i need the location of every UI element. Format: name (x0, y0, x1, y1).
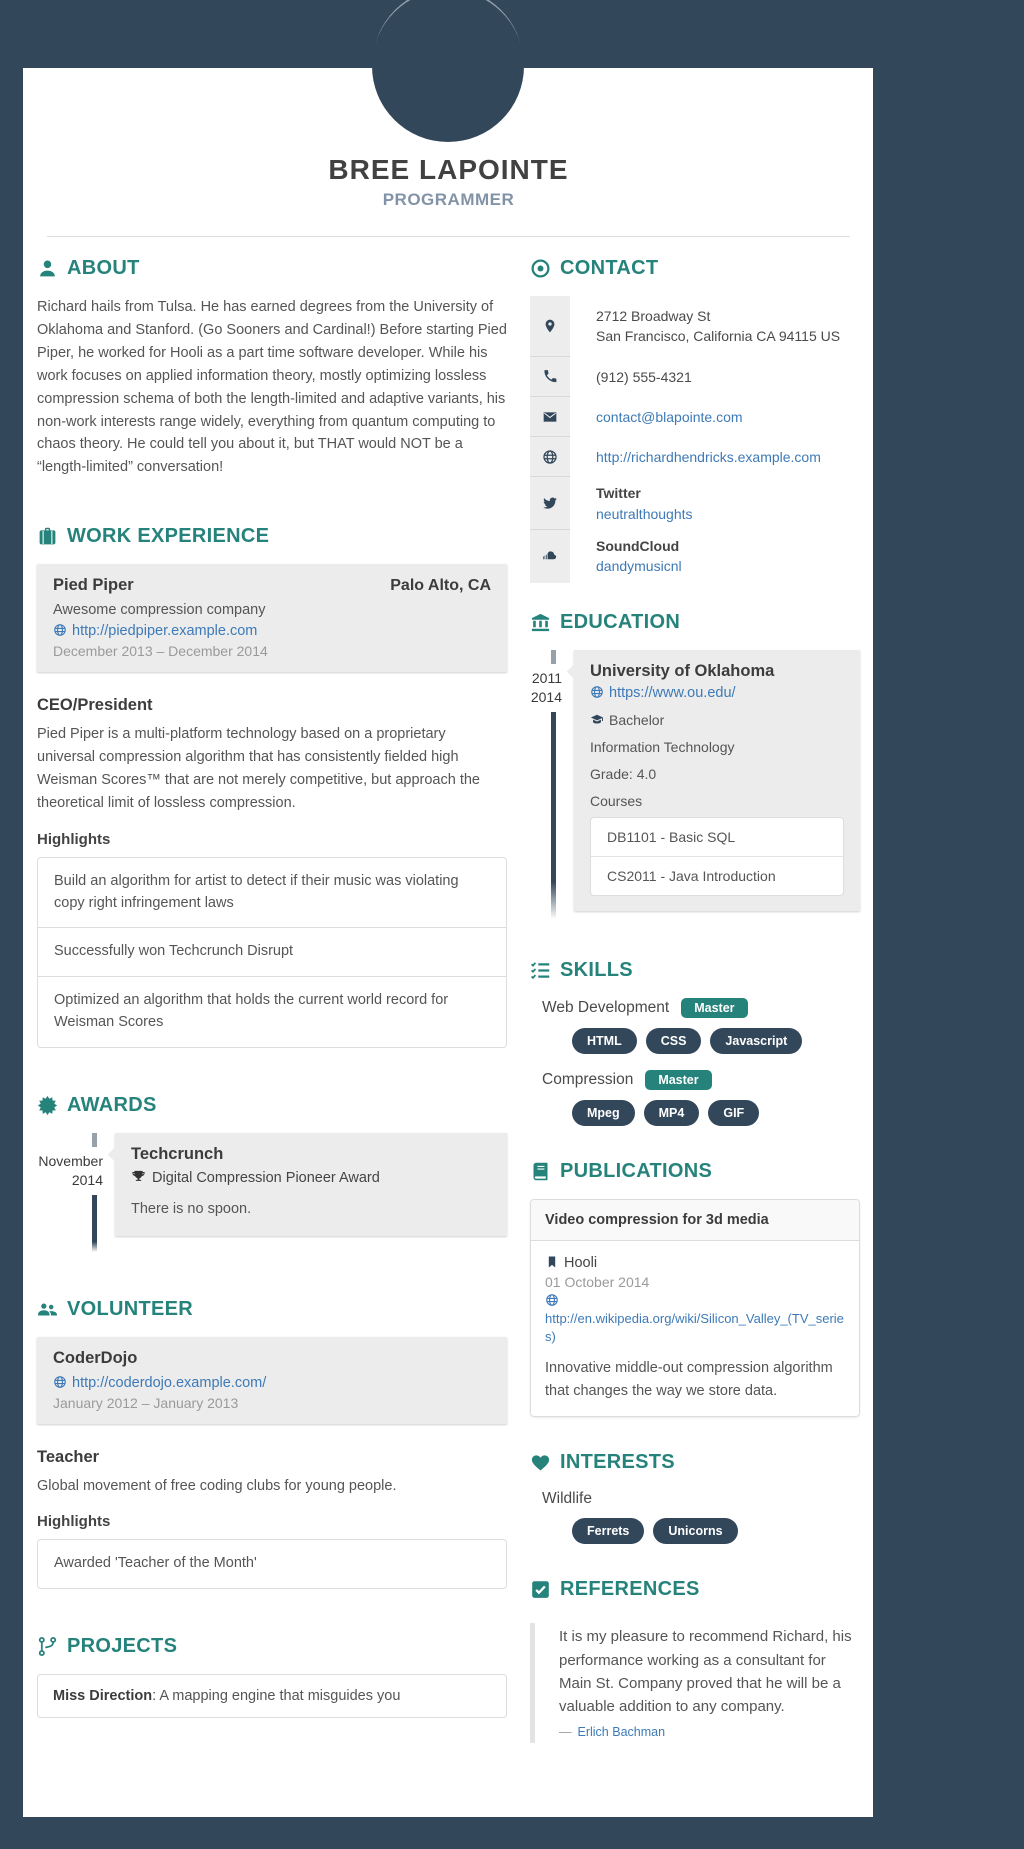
reference-author-link[interactable]: Erlich Bachman (577, 1725, 666, 1740)
work-highlights-label: Highlights (37, 830, 111, 848)
company-location: Palo Alto, CA (390, 577, 491, 595)
globe-icon (542, 449, 558, 465)
book-icon (530, 1161, 551, 1182)
contact-row-address (530, 296, 860, 357)
section-awards (37, 1094, 507, 1252)
about-heading: ABOUT (67, 257, 140, 279)
volunteer-dates: January 2012 – January 2013 (53, 1394, 239, 1411)
work-summary: Pied Piper is a multi-platform technology based on a proprietary universal compression algorithm that has consistently fielded high Weisman Scores™ that are not merely competitive, but approach the theoretical limit of lossless compression. (37, 726, 481, 811)
education-years: 2011 2014 (530, 669, 562, 705)
envelope-icon (542, 409, 558, 425)
project-item (37, 1674, 507, 1718)
publication-link[interactable]: http://en.wikipedia.org/wiki/Silicon_Valley_(TV_series) (545, 1310, 844, 1344)
keyword-pill: CSS (646, 1028, 702, 1054)
website-link[interactable]: http://richardhendricks.example.com (596, 449, 821, 466)
keyword-pill: Mpeg (572, 1100, 635, 1126)
company-blurb: Awesome compression company (53, 602, 266, 619)
project-description: : A mapping engine that misguides you (152, 1688, 401, 1705)
section-work (37, 525, 507, 1047)
education-card (574, 650, 860, 911)
courses-list (590, 817, 844, 896)
volunteer-highlights-label: Highlights (37, 1513, 111, 1531)
skill-level-badge: Master (645, 1070, 711, 1090)
award-date: November 2014 (38, 1152, 103, 1188)
globe-icon (53, 623, 67, 637)
contact-row-twitter (530, 477, 860, 530)
timeline-cap (92, 1133, 97, 1147)
work-heading: WORK EXPERIENCE (67, 525, 270, 548)
bank-icon (530, 612, 551, 633)
contact-row-email (530, 397, 860, 437)
project-name: Miss Direction (53, 1688, 153, 1705)
section-references (530, 1578, 860, 1743)
section-about (37, 257, 507, 479)
columns (37, 237, 860, 1777)
globe-icon (590, 685, 604, 699)
volunteer-organization: CoderDojo (53, 1348, 138, 1367)
graduation-cap-icon (590, 713, 604, 727)
course-item: DB1101 - Basic SQL (591, 818, 843, 857)
user-icon (37, 258, 58, 279)
right-column (530, 257, 860, 1777)
skill-keywords (530, 1100, 860, 1126)
section-projects (37, 1635, 507, 1718)
degree-type: Bachelor (609, 711, 665, 728)
skill-keywords (530, 1028, 860, 1054)
education-heading: EDUCATION (560, 610, 681, 633)
section-skills (530, 959, 860, 1126)
work-highlights-list (37, 857, 507, 1048)
volunteer-summary: Global movement of free coding clubs for young people. (37, 1477, 397, 1494)
users-icon (37, 1299, 58, 1320)
interest-keywords (530, 1518, 860, 1544)
publication-title: Video compression for 3d media (531, 1200, 859, 1241)
work-dates: December 2013 – December 2014 (53, 643, 268, 660)
section-interests (530, 1451, 860, 1544)
soundcloud-handle-link[interactable]: dandymusicnl (596, 558, 682, 575)
map-marker-icon (542, 318, 558, 334)
awards-heading: AWARDS (67, 1093, 157, 1116)
references-heading: REFERENCES (560, 1578, 700, 1601)
highlight-item: Successfully won Techcrunch Disrupt (38, 928, 506, 977)
keyword-pill: GIF (708, 1100, 759, 1126)
twitter-icon (542, 495, 558, 511)
phone-number: (912) 555-4321 (596, 368, 692, 385)
skill-level-badge: Master (681, 998, 747, 1018)
address-line: 2712 Broadway St (596, 308, 711, 324)
keyword-pill: HTML (572, 1028, 637, 1054)
highlight-item: Build an algorithm for artist to detect if their music was violating copy right infringement laws (38, 858, 506, 929)
contact-row-website (530, 437, 860, 477)
award-summary: There is no spoon. (131, 1200, 252, 1217)
contact-table (530, 296, 860, 583)
keyword-pill: Unicorns (653, 1518, 737, 1544)
address-line: San Francisco, California CA 94115 US (596, 328, 841, 345)
interests-heading: INTERESTS (560, 1451, 675, 1474)
resume-page (23, 68, 873, 1817)
projects-heading: PROJECTS (67, 1635, 178, 1658)
awards-timeline (37, 1133, 507, 1252)
heart-icon (530, 1452, 551, 1473)
globe-icon (545, 1293, 559, 1307)
twitter-label: Twitter (596, 485, 641, 502)
study-area: Information Technology (590, 738, 735, 755)
publications-heading: PUBLICATIONS (560, 1159, 713, 1182)
skill-item (530, 1070, 860, 1090)
publication-summary: Innovative middle-out compression algorithm that changes the way we store data. (545, 1359, 833, 1399)
company-website-link[interactable]: http://piedpiper.example.com (72, 623, 258, 640)
company-name: Pied Piper (53, 576, 134, 595)
school-name: University of Oklahoma (590, 661, 775, 680)
briefcase-icon (37, 526, 58, 547)
section-contact (530, 257, 860, 583)
contact-heading: CONTACT (560, 257, 659, 279)
keyword-pill: MP4 (644, 1100, 700, 1126)
branch-icon (37, 1636, 58, 1657)
globe-icon (53, 1375, 67, 1389)
bullseye-icon (530, 258, 551, 279)
volunteer-position: Teacher (37, 1447, 100, 1466)
keyword-pill: Ferrets (572, 1518, 644, 1544)
skill-item (530, 998, 860, 1018)
volunteer-website-link[interactable]: http://coderdojo.example.com/ (72, 1374, 267, 1391)
course-item: CS2011 - Java Introduction (607, 867, 776, 884)
publication-date: 01 October 2014 (545, 1273, 650, 1290)
award-card (115, 1133, 507, 1236)
section-volunteer (37, 1298, 507, 1590)
left-column (37, 257, 507, 1777)
contact-row-soundcloud (530, 530, 860, 583)
timeline-bar (92, 1195, 97, 1251)
publication-publisher: Hooli (564, 1254, 598, 1271)
grade: Grade: 4.0 (590, 765, 657, 782)
volunteer-org-card (37, 1337, 507, 1424)
highlight-item: Awarded 'Teacher of the Month' (54, 1555, 257, 1572)
soundcloud-icon (542, 548, 558, 564)
email-link[interactable]: contact@blapointe.com (596, 408, 743, 425)
section-publications (530, 1160, 860, 1418)
volunteer-heading: VOLUNTEER (67, 1297, 194, 1320)
contact-row-phone (530, 357, 860, 397)
skills-heading: SKILLS (560, 958, 633, 981)
soundcloud-label: SoundCloud (596, 538, 680, 555)
highlight-item: Optimized an algorithm that holds the current world record for Weisman Scores (54, 992, 449, 1030)
page-title: BREE LAPOINTE (328, 154, 569, 185)
tasks-icon (530, 960, 551, 981)
timeline-bar (551, 712, 556, 918)
award-awarder: Techcrunch (131, 1144, 224, 1163)
work-company-card (37, 564, 507, 672)
award-title: Digital Compression Pioneer Award (152, 1169, 380, 1186)
trophy-icon (131, 1169, 146, 1184)
skill-name: Web Development (542, 998, 670, 1016)
seal-icon (37, 1095, 58, 1116)
education-timeline (530, 650, 860, 919)
interest-name: Wildlife (542, 1490, 592, 1508)
volunteer-highlights-list (37, 1539, 507, 1589)
publication-card (530, 1199, 860, 1418)
reference-text: It is my pleasure to recommend Richard, his performance working as a consultant for Main St. Company proved that he will be a valuable addition to any company. (559, 1628, 852, 1716)
skill-name: Compression (542, 1070, 634, 1088)
section-education (530, 611, 860, 919)
timeline-cap (551, 650, 556, 664)
work-position: CEO/President (37, 696, 153, 715)
job-title: PROGRAMMER (382, 190, 515, 209)
phone-icon (542, 368, 558, 384)
twitter-handle-link[interactable]: neutralthoughts (596, 505, 693, 522)
interest-item (530, 1490, 860, 1508)
reference-quote (530, 1623, 860, 1743)
check-square-icon (530, 1579, 551, 1600)
about-text: Richard hails from Tulsa. He has earned degrees from the University of Oklahoma and Stanford. (Go Sooners and Cardinal!) Before starting Pied Piper, he worked for Hooli as a part time software developer. While his work focuses on applied information theory, mostly optimizing lossless compression schema of both the length-limited and adaptive variants, his non-work interests range widely, everything from quantum computing to chaos theory. He could tell you about it, but THAT would NOT be a “length-limited” conversation! (37, 299, 507, 476)
keyword-pill: Javascript (710, 1028, 802, 1054)
courses-label: Courses (590, 792, 643, 809)
attribution-dash: — (559, 1725, 572, 1740)
bookmark-icon (545, 1255, 559, 1269)
school-website-link[interactable]: https://www.ou.edu/ (609, 684, 736, 701)
